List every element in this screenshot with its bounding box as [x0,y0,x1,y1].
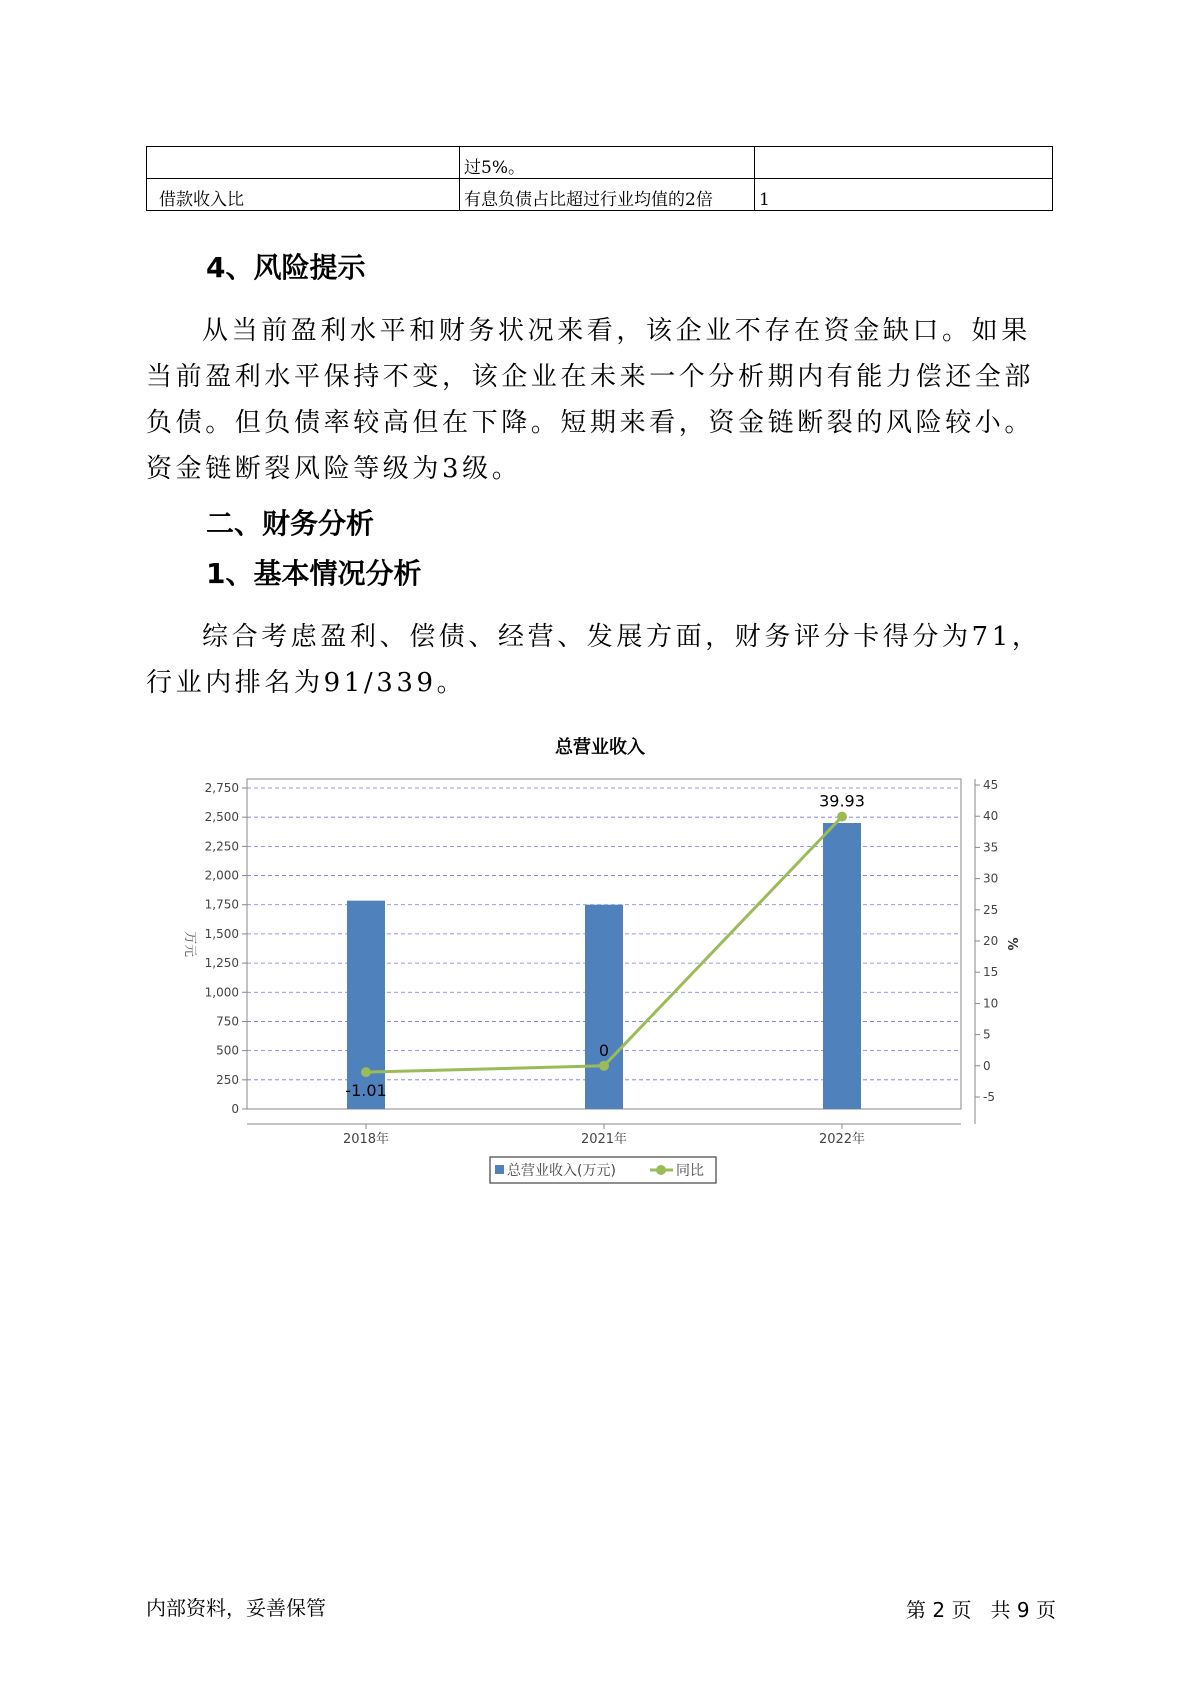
y-tick-label: 750 [216,1014,239,1029]
finance-heading: 二、财务分析 [206,507,375,540]
y-tick-label: 500 [216,1043,239,1058]
x-axis-labels [343,1124,865,1147]
x-tick-label: 2021年 [580,1132,628,1147]
legend-bar-swatch [495,1165,504,1174]
basic-analysis-heading: 1、基本情况分析 [206,557,422,590]
y-tick-label: 1,500 [204,926,239,941]
y-tick-label: 2,500 [204,810,239,825]
y-right-tick-label: 45 [983,778,999,792]
line-point [361,1067,371,1077]
legend-line-label: 同比 [676,1163,704,1179]
chart-legend [490,1157,716,1183]
data-label: -1.01 [345,1081,387,1101]
table-cell: 有息负债占比超过行业均值的2倍 [460,179,755,211]
y-right-tick-label: -5 [983,1090,995,1104]
y-tick-label: 2,000 [204,868,239,883]
finance-paragraph-text: 综合考虑盈利、偿债、经营、发展方面，财务评分卡得分为71，行业内排名为91/339。 [146,622,1042,698]
chart-title: 总营业收入 [555,737,645,758]
legend-bar-label: 总营业收入(万元) [507,1163,616,1179]
y-right-tick-label: 30 [983,871,999,886]
line-point [837,812,847,822]
y-right-tick-label: 25 [983,902,999,917]
y-tick-label: 1,750 [204,897,239,912]
y-right-tick-label: 5 [983,1027,991,1042]
data-label: 0 [598,1040,610,1060]
y-right-tick-label: 15 [983,965,999,980]
bar [823,823,861,1109]
table-cell: 过5%。 [460,147,755,179]
risk-paragraph-text: 从当前盈利水平和财务状况来看，该企业不存在资金缺口。如果当前盈利水平保持不变，该企业在未来一个分析期内有能力偿还全部负债。但负债率较高但在下降。短期来看，资金链断裂的风险较小。资金链断裂风险等级为3级。 [146,316,1035,484]
y-axis-label-left: 万元 [182,930,197,958]
y-right-tick-label: 20 [983,934,999,948]
y-tick-label: 1,000 [204,985,239,1000]
table-cell: 1 [755,179,1053,211]
risk-heading: 4、风险提示 [206,251,366,284]
y-right-tick-label: 10 [983,996,999,1011]
y-tick-label: 2,750 [204,781,239,795]
bar [347,901,385,1109]
line-point [599,1061,609,1071]
y-right-tick-label: 0 [983,1058,991,1073]
bar [585,905,623,1109]
y-tick-label: 0 [231,1102,239,1116]
y-tick-label: 1,250 [204,956,239,971]
x-tick-label: 2022年 [818,1132,866,1147]
data-label: 39.93 [819,791,865,811]
legend-line-marker [656,1165,666,1175]
y-tick-label: 2,250 [204,839,239,854]
y-axis-label-right: % [1004,937,1019,951]
table-cell: 借款收入比 [147,179,460,211]
y-axis-right-ticks [975,778,998,1104]
y-tick-label: 250 [216,1072,239,1087]
y-right-tick-label: 35 [983,840,999,855]
footer-left: 内部资料，妥善保管 [146,1596,326,1620]
y-right-tick-label: 40 [983,809,999,824]
y-axis-left-ticks [205,781,247,1116]
x-tick-label: 2018年 [342,1132,390,1147]
footer-page-number: 第 2 页 共 9 页 [906,1598,1056,1622]
